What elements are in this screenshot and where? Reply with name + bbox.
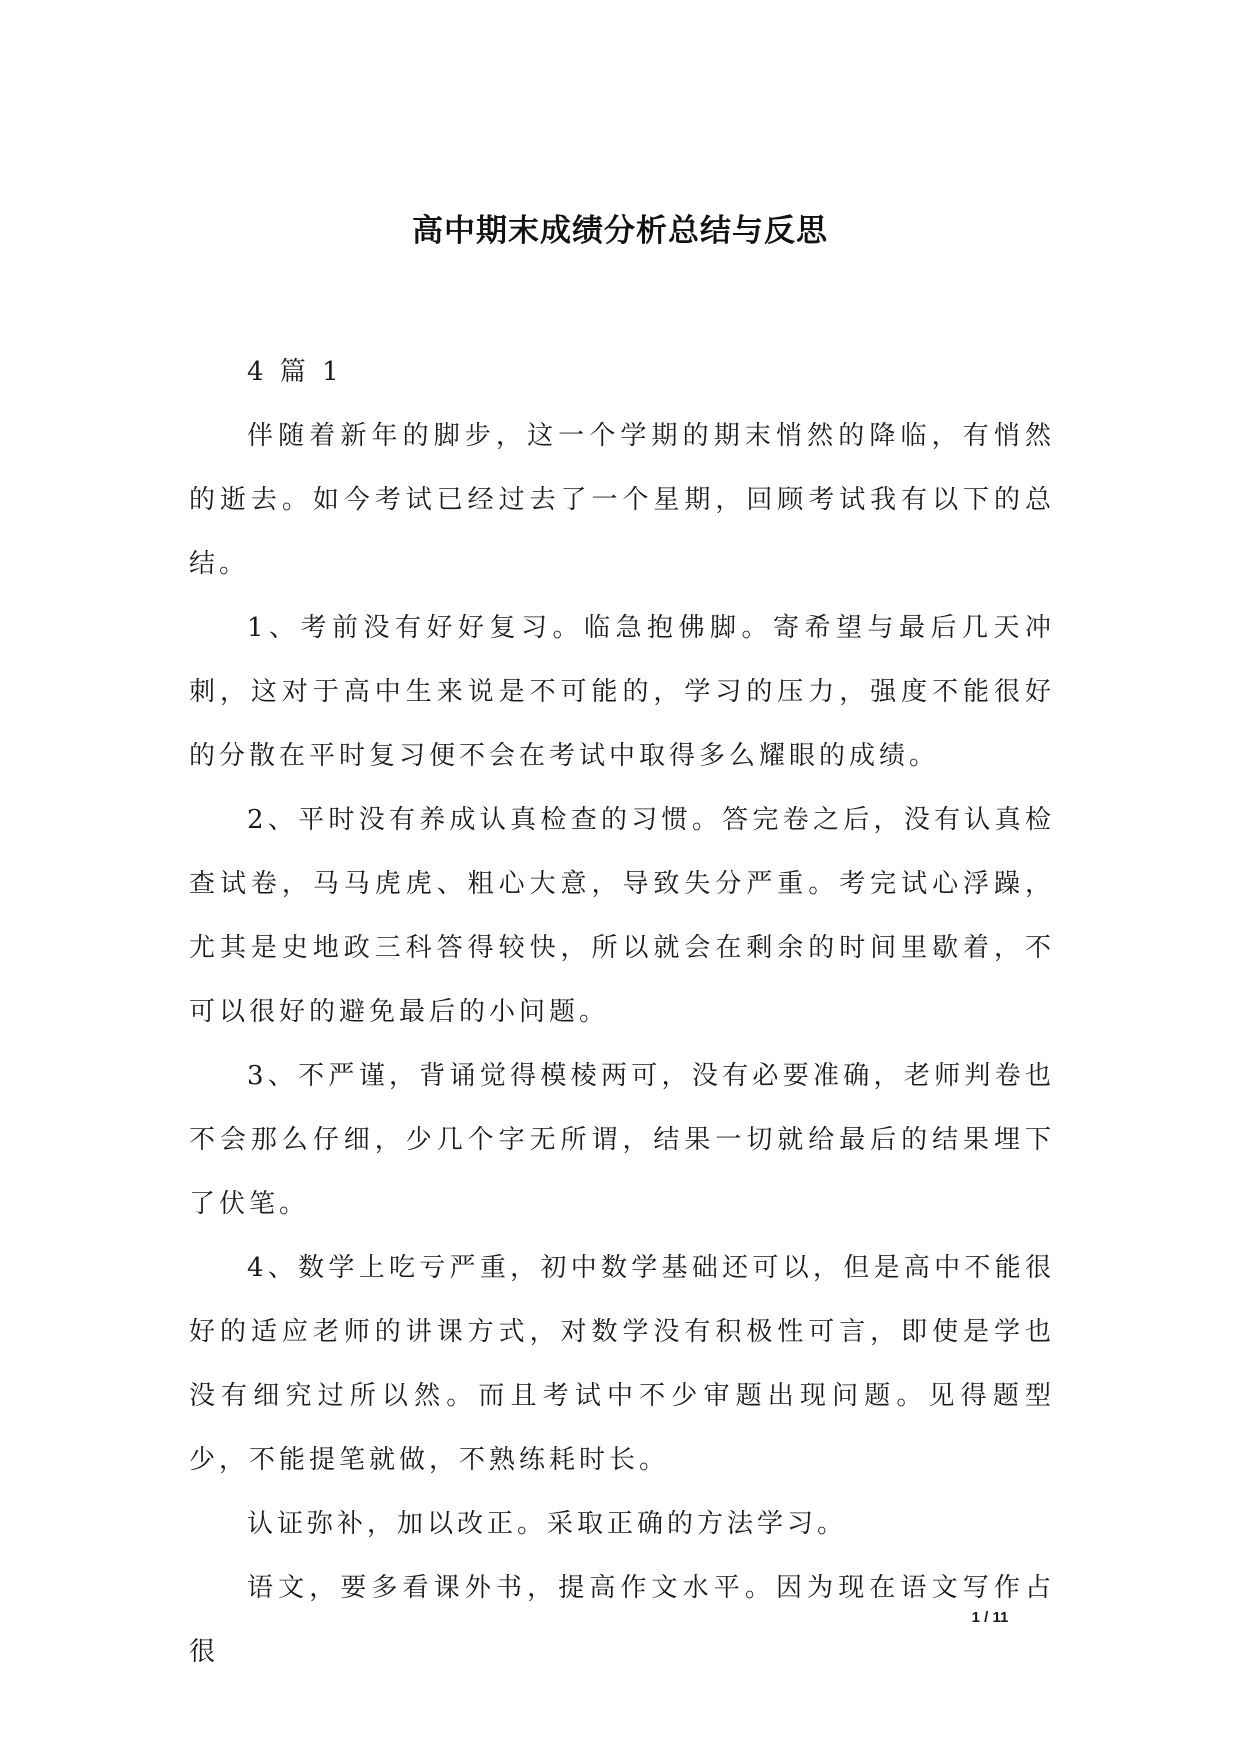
paragraph-point-2: 2、平时没有养成认真检查的习惯。答完卷之后，没有认真检查试卷，马马虎虎、粗心大意，导致失分严重。考完试心浮躁，尤其是史地政三科答得较快，所以就会在剩余的时间里歇着，不可以很好的避免最后的小问题。 xyxy=(189,805,1055,1027)
paragraph-heading: 4 篇 1 xyxy=(247,357,343,387)
paragraph-point-4: 4、数学上吃亏严重，初中数学基础还可以，但是高中不能很好的适应老师的讲课方式，对数学没有积极性可言，即使是学也没有细究过所以然。而且考试中不少审题出现问题。见得题型少，不能提笔就做，不熟练耗时长。 xyxy=(189,1253,1055,1475)
paragraph-point-1: 1、考前没有好好复习。临急抱佛脚。寄希望与最后几天冲刺，这对于高中生来说是不可能的，学习的压力，强度不能很好的分散在平时复习便不会在考试中取得多么耀眼的成绩。 xyxy=(189,613,1055,771)
document-title: 高中期末成绩分析总结与反思 xyxy=(412,212,828,249)
page-number: 1 / 11 xyxy=(971,1609,1009,1626)
paragraph-point-3: 3、不严谨，背诵觉得模棱两可，没有必要准确，老师判卷也不会那么仔细，少几个字无所谓，结果一切就给最后的结果埋下了伏笔。 xyxy=(189,1061,1055,1219)
document-body xyxy=(189,340,1055,1684)
paragraph-intro: 伴随着新年的脚步，这一个学期的期末悄然的降临，有悄然的逝去。如今考试已经过去了一个星期，回顾考试我有以下的总结。 xyxy=(189,421,1055,579)
paragraph-remedy: 认证弥补，加以改正。采取正确的方法学习。 xyxy=(247,1509,848,1539)
paragraph-chinese: 语文，要多看课外书，提高作文水平。因为现在语文写作占很 xyxy=(189,1573,1055,1667)
